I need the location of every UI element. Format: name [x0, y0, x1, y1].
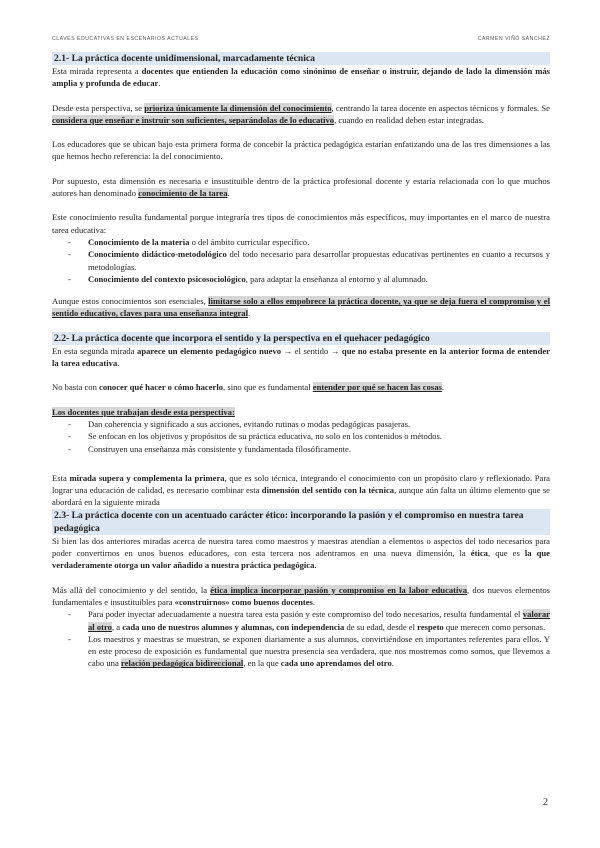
paragraph: [52, 345, 550, 370]
paragraph: [52, 406, 550, 418]
text: o del ámbito curricular específico.: [189, 236, 310, 247]
text: Por supuesto, esta dimensión es necesaria e insustituible dentro de la práctica profesional docente y estaría relacionada con lo que muchos autores han denominado: [52, 175, 550, 199]
list-item: - Dan coherencia y significado a sus acciones, evitando rutinas o modas pedagógicas pasajeras.: [88, 418, 550, 430]
bold-text: Conocimiento de la materia: [88, 236, 190, 247]
list-item: - Se enfocan en los objetivos y propósitos de su práctica educativa, no solo en los contenidos o métodos.: [88, 430, 550, 442]
text: Para poder inyectar adecuadamente a nuestra tarea esta pasión y este compromiso del todo necesarios, resulta fundamental el: [88, 609, 523, 620]
bullet-list: [52, 418, 550, 455]
text: .: [441, 382, 445, 393]
bold-text: aparece un elemento pedagógico nuevo: [137, 345, 282, 356]
text: .: [248, 308, 251, 319]
text: .: [117, 358, 120, 369]
bold-text: que no estaba presente en la anterior forma de entender la tarea educativa: [52, 345, 550, 369]
bold-text: Conocimiento del contexto psicosociológico: [88, 273, 246, 284]
text: Esta: [52, 472, 70, 483]
bold-text: ética: [470, 548, 488, 559]
text: , dos nuevos elementos fundamentales e insustituibles para: [52, 584, 550, 607]
spacer: [52, 465, 550, 472]
text: .: [227, 188, 230, 199]
text: , cuando en realidad deben estar integradas.: [334, 114, 484, 125]
section-heading-2-3: 2.3- La práctica docente con un acentuado carácter ético: incorporando la pasión y el compromiso en nuestra tarea pedagógica: [52, 509, 550, 535]
bold-text: dimensión del sentido con la técnica: [261, 485, 395, 496]
text: No basta con: [52, 382, 100, 393]
list-item: [88, 236, 550, 248]
text: .: [391, 658, 394, 669]
page-number: 2: [543, 797, 548, 808]
bold-text: Conocimiento didáctico-metodológico: [88, 249, 227, 260]
text: , centrando la tarea docente en aspectos técnicos y formales. Se: [331, 102, 550, 113]
bold-text: cada uno aprendamos del otro: [280, 658, 392, 669]
bold-text: «construirnos» como buenos docentes: [174, 596, 313, 607]
highlighted-text: limitarse solo a ellos empobrece la práctica docente, ya que se deja fuera el compromiso y el sentido educativo, claves para una enseñanza integral: [52, 296, 550, 319]
list-item: - Construyen una enseñanza más consistente y fundamentada filosóficamente.: [88, 443, 550, 455]
bold-text: mirada supera y complementa la primera: [69, 472, 225, 483]
running-header: [52, 36, 550, 43]
list-item: [88, 273, 550, 285]
bullet-list: [52, 608, 550, 669]
text: Desde esta perspectiva, se: [52, 102, 145, 113]
text: Aunque estos conocimientos son esenciales,: [52, 296, 209, 307]
highlighted-text: entender por qué se hacen las cosas: [312, 382, 442, 393]
list-item: [88, 248, 550, 273]
text: → el sentido →: [281, 345, 342, 356]
paragraph: [52, 175, 550, 200]
text: , aunque aún falta un último elemento que se abordará en la siguiente mirada: [52, 485, 550, 508]
paragraph: [52, 472, 550, 509]
highlighted-text: relación pedagógica bidireccional: [120, 658, 244, 669]
bold-text: docentes que entienden la educación como sinónimo de enseñar o instruir, dejando de lado la dimensión más amplia y profunda de educar: [52, 66, 550, 89]
highlighted-text: prioriza únicamente la dimensión del conocimiento: [144, 102, 332, 113]
text: de su edad, desde el: [344, 621, 418, 632]
paragraph: [52, 295, 550, 320]
bold-text: la que verdaderamente otorga un valor añadido a nuestra práctica pedagógica: [52, 548, 550, 571]
paragraph: [52, 65, 550, 90]
bold-text: respeto: [417, 621, 444, 632]
text: , sino que es fundamental: [223, 382, 313, 393]
highlighted-text: conocimiento de la tarea: [138, 188, 228, 199]
list-item: [88, 608, 550, 633]
text: Esta mirada representa a: [52, 66, 142, 76]
text: , a: [111, 621, 123, 632]
bullet-list: [52, 236, 550, 285]
list-title: Los docentes que trabajan desde esta perspectiva:: [52, 406, 235, 417]
paragraph: [52, 535, 550, 572]
text: del todo necesario para desarrollar propuestas educativas pertinentes en cuanto a recursos y metodologías.: [88, 249, 550, 272]
text: .: [312, 596, 316, 607]
text: .: [314, 560, 317, 571]
list-item: [88, 633, 550, 670]
bold-text: conocer qué hacer o cómo hacerlo: [99, 382, 224, 393]
paragraph: [52, 584, 550, 609]
page-content: [52, 52, 550, 680]
text: .: [158, 78, 161, 89]
text: Los maestros y maestras se muestran, se exponen diariamente a sus alumnos, convirtiéndose en importantes referentes para ellos. Y en este proceso de exposición es fundamental que nuestra presencia sea verdadera, que nos mostremos como somos, que llevemos a cabo una: [88, 633, 550, 669]
bold-text: cada uno de nuestros alumnos y alumnas, con independencia: [122, 621, 345, 632]
text: Más allá del conocimiento y del sentido, la: [52, 584, 211, 595]
paragraph: [52, 381, 550, 393]
text: Si bien las dos anteriores miradas acerca de nuestra tarea como maestros y maestras atendían a elementos o aspectos del todo necesarios para poder convertirnos en unos buenos educadores, con esta tercera nos adentramos en una nueva dimensión, la: [52, 535, 550, 559]
header-author: CARMEN VIÑÓ SÁNCHEZ: [477, 36, 550, 42]
text: , para adaptar la enseñanza al entorno y al alumnado.: [245, 273, 428, 284]
highlighted-text: ética implica incorporar pasión y compromiso en la labor educativa: [210, 584, 468, 595]
paragraph: [52, 102, 550, 127]
header-course-title: CLAVES EDUCATIVAS EN ESCENARIOS ACTUALES: [52, 36, 199, 42]
text: , en la que: [243, 658, 281, 669]
highlighted-text: valorar al otro: [88, 609, 550, 632]
paragraph: Este conocimiento resulta fundamental porque integraría tres tipos de conocimientos más específicos, muy importantes en el marco de nuestra tarea educativa:: [52, 212, 550, 235]
text: , que es: [487, 548, 525, 559]
text: que merecen como personas.: [443, 621, 546, 632]
paragraph: Los educadores que se ubican bajo esta primera forma de concebir la práctica pedagógica estarían enfatizando una de las tres dimensiones a las que hemos hecho referencia: la del conocimiento.: [52, 139, 550, 162]
text: , que es solo técnica, integrando el conocimiento con un propósito claro y reflexionado. Para lograr una educación de calidad, es necesario combinar esta: [52, 472, 550, 496]
section-heading-2-2: 2.2- La práctica docente que incorpora el sentido y la perspectiva en el quehacer pedagógico: [52, 332, 550, 345]
section-heading-2-1: 2.1- La práctica docente unidimensional, marcadamente técnica: [52, 52, 550, 65]
highlighted-text: considera que enseñar e instruir son suficientes, separándolas de lo educativo: [52, 114, 335, 125]
text: En esta segunda mirada: [52, 345, 138, 356]
